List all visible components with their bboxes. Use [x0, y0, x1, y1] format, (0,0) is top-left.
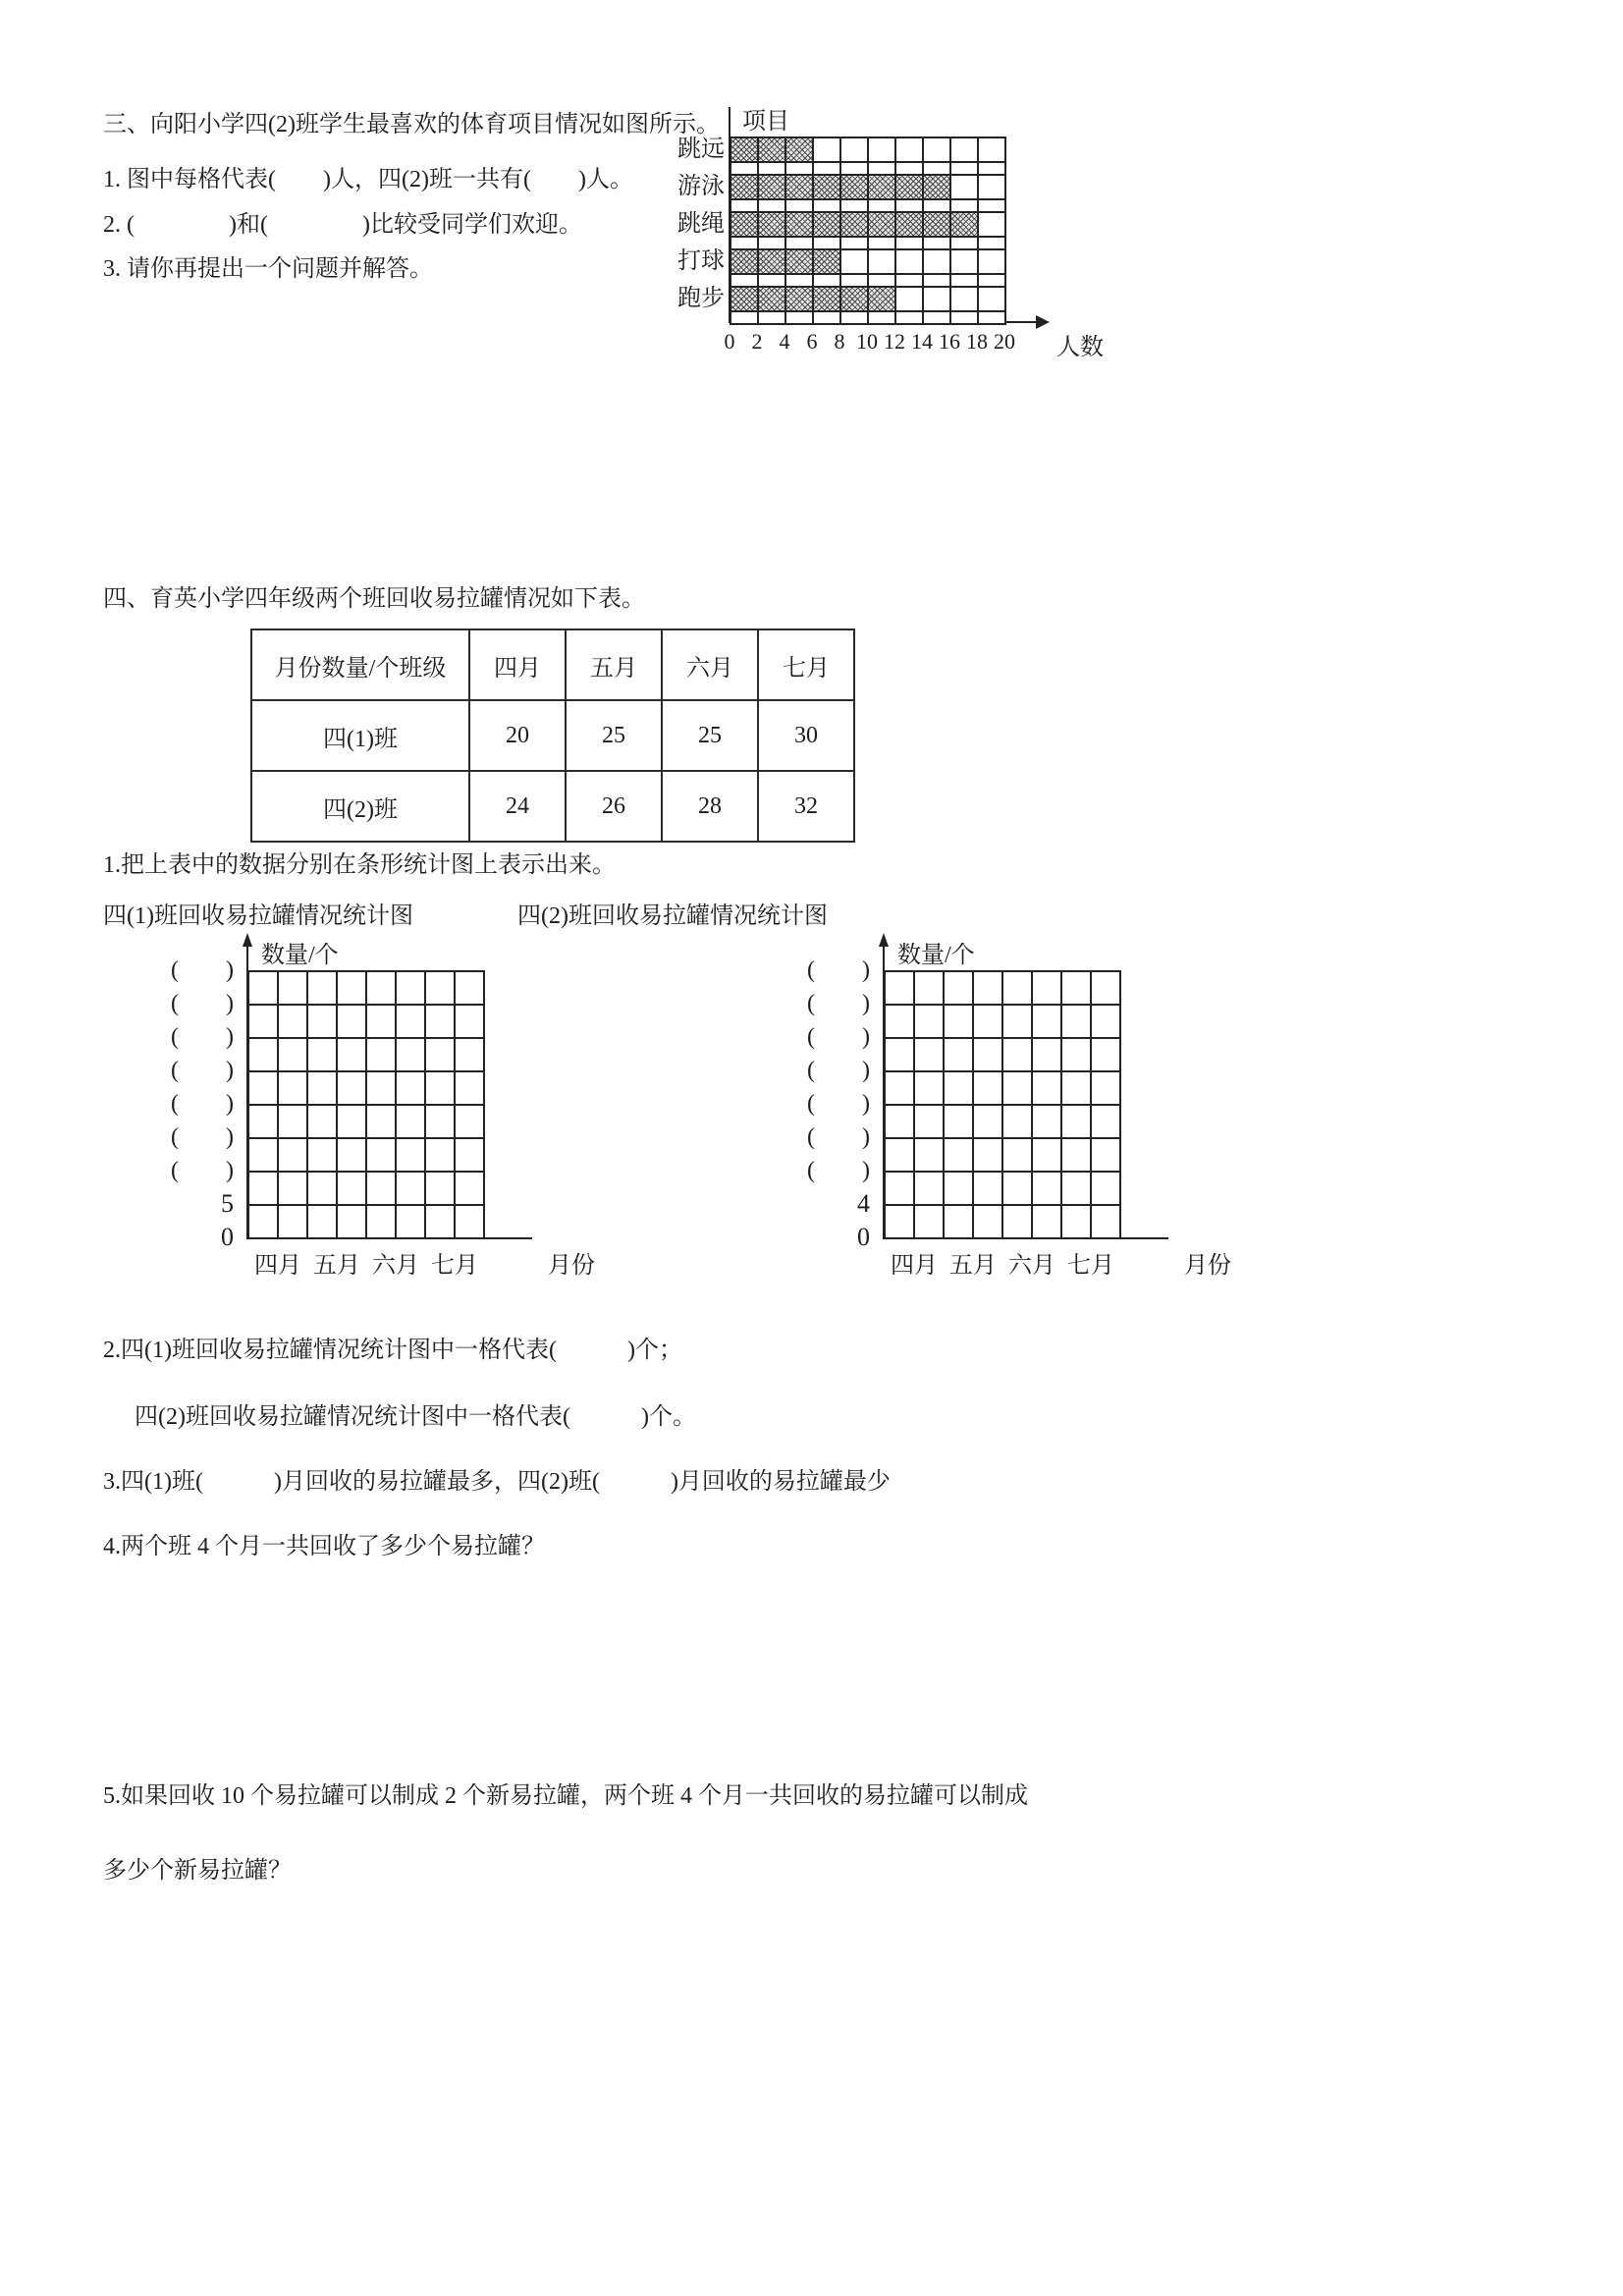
- sports-bar: [730, 250, 839, 273]
- fill-chart-left: [137, 933, 599, 1286]
- y-tick-zero: 0: [221, 1223, 234, 1251]
- category-label: 跑步: [677, 286, 725, 311]
- month-label: 五月: [949, 1253, 997, 1279]
- table-row: [251, 771, 854, 842]
- y-blank: ( ): [171, 1124, 234, 1150]
- category-label: 游泳: [677, 174, 725, 199]
- y-blank: ( ): [171, 1058, 234, 1083]
- section3-q3: 3. 请你再提出一个问题并解答。: [103, 256, 433, 282]
- y-blank: ( ): [171, 1091, 234, 1117]
- table-cell: 25: [662, 700, 758, 771]
- x-tick: 2: [751, 329, 763, 354]
- y-axis-label: 数量/个: [261, 943, 339, 968]
- table-cell: 28: [662, 771, 758, 842]
- table-header-cell: 四月: [469, 629, 566, 700]
- sports-bar: [730, 288, 894, 310]
- right-chart-title: 四(2)班回收易拉罐情况统计图: [517, 903, 828, 929]
- sports-bar-row: [730, 176, 1006, 200]
- x-tick: 12: [884, 329, 905, 354]
- section4-q2a: 2.四(1)班回收易拉罐情况统计图中一格代表( )个；: [103, 1338, 682, 1363]
- section4-q3: 3.四(1)班( )月回收的易拉罐最多，四(2)班( )月回收的易拉罐最少: [103, 1469, 891, 1495]
- x-axis: [485, 1237, 532, 1239]
- right-paren-col: [774, 933, 876, 1286]
- sports-x-axis-arrow-icon: [1036, 315, 1050, 329]
- section4-q4: 4.两个班 4 个月一共回收了多少个易拉罐？: [103, 1534, 545, 1559]
- y-blank: ( ): [171, 1024, 234, 1050]
- table-cell: 四(2)班: [251, 771, 469, 842]
- table-cell: 24: [469, 771, 566, 842]
- y-blank: ( ): [171, 957, 234, 983]
- y-blank: ( ): [807, 1058, 870, 1083]
- y-blank: ( ): [807, 1024, 870, 1050]
- x-tick: 20: [994, 329, 1015, 354]
- section4-q1: 1.把上表中的数据分别在条形统计图上表示出来。: [103, 852, 616, 878]
- table-row: [251, 700, 854, 771]
- category-label: 跳绳: [677, 211, 725, 237]
- x-tick: 18: [966, 329, 988, 354]
- table-header-cell: 六月: [662, 629, 758, 700]
- fill-chart-right: [774, 933, 1235, 1286]
- table-cell: 25: [566, 700, 662, 771]
- sports-y-axis-label: 项目: [742, 109, 789, 135]
- x-axis-label: 月份: [1184, 1253, 1231, 1279]
- y-blank: ( ): [807, 1158, 870, 1183]
- sports-spacer-row: [730, 275, 1006, 288]
- empty-grid: [247, 970, 485, 1239]
- sports-bar-row: [730, 250, 1006, 275]
- sports-bar-row: [730, 138, 1006, 163]
- y-blank: ( ): [807, 1124, 870, 1150]
- sports-spacer-row: [730, 200, 1006, 213]
- sports-bar-chart: [666, 101, 1137, 360]
- sports-bar: [730, 213, 977, 236]
- table-cell: 32: [758, 771, 854, 842]
- x-tick: 0: [724, 329, 735, 354]
- sports-bar: [730, 176, 949, 198]
- recycle-table: [250, 629, 855, 843]
- table-header-cell: 月份数量/个班级: [251, 629, 469, 700]
- month-label: 七月: [431, 1253, 478, 1279]
- x-tick: 10: [856, 329, 878, 354]
- month-labels: [248, 1245, 484, 1280]
- table-cell: 26: [566, 771, 662, 842]
- x-tick: 14: [911, 329, 933, 354]
- sports-bar-row: [730, 288, 1006, 312]
- sports-spacer-row: [730, 312, 1006, 325]
- y-tick-upper: 4: [857, 1189, 870, 1218]
- y-tick-zero: 0: [857, 1223, 870, 1251]
- y-axis-label: 数量/个: [897, 943, 975, 968]
- y-blank: ( ): [171, 1158, 234, 1183]
- recycle-table-body: [251, 629, 854, 842]
- y-blank: ( ): [807, 1091, 870, 1117]
- section4-q2b: 四(2)班回收易拉罐情况统计图中一格代表( )个。: [135, 1404, 696, 1430]
- x-axis: [1121, 1237, 1168, 1239]
- sports-x-axis-line: [1006, 321, 1036, 323]
- table-header-cell: 五月: [566, 629, 662, 700]
- month-label: 四月: [254, 1253, 301, 1279]
- sports-bar: [730, 138, 812, 161]
- sports-spacer-row: [730, 163, 1006, 176]
- x-axis-label: 月份: [548, 1253, 595, 1279]
- y-blank: ( ): [807, 991, 870, 1016]
- month-label: 四月: [891, 1253, 938, 1279]
- sports-spacer-row: [730, 238, 1006, 250]
- empty-grid: [884, 970, 1121, 1239]
- section3-q2: 2. ( )和( )比较受同学们欢迎。: [103, 212, 582, 238]
- table-cell: 20: [469, 700, 566, 771]
- section3-heading: 三、向阳小学四(2)班学生最喜欢的体育项目情况如图所示。: [103, 112, 720, 137]
- table-header-row: [251, 629, 854, 700]
- month-label: 六月: [372, 1253, 419, 1279]
- section4-q5-line1: 5.如果回收 10 个易拉罐可以制成 2 个新易拉罐，两个班 4 个月一共回收的易拉罐可以制成: [103, 1783, 1028, 1809]
- x-tick: 4: [779, 329, 790, 354]
- table-header-cell: 七月: [758, 629, 854, 700]
- category-label: 打球: [677, 248, 725, 274]
- sports-x-axis-label: 人数: [1056, 335, 1104, 360]
- table-cell: 30: [758, 700, 854, 771]
- category-label: 跳远: [677, 137, 725, 162]
- section4-heading: 四、育英小学四年级两个班回收易拉罐情况如下表。: [103, 586, 645, 612]
- y-tick-upper: 5: [221, 1189, 234, 1218]
- left-chart-title: 四(1)班回收易拉罐情况统计图: [103, 903, 413, 929]
- x-tick: 6: [806, 329, 818, 354]
- y-blank: ( ): [171, 991, 234, 1016]
- section4-q5-line2: 多少个新易拉罐？: [103, 1858, 292, 1884]
- sports-chart-rows: [730, 137, 1006, 325]
- x-tick: 16: [939, 329, 960, 354]
- left-paren-col: [137, 933, 240, 1286]
- x-tick: 8: [834, 329, 845, 354]
- month-label: 六月: [1008, 1253, 1055, 1279]
- month-label: 七月: [1067, 1253, 1114, 1279]
- month-labels: [885, 1245, 1120, 1280]
- section3-q1: 1. 图中每格代表( )人，四(2)班一共有( )人。: [103, 167, 633, 192]
- table-cell: 四(1)班: [251, 700, 469, 771]
- sports-bar-row: [730, 213, 1006, 238]
- y-blank: ( ): [807, 957, 870, 983]
- month-label: 五月: [313, 1253, 360, 1279]
